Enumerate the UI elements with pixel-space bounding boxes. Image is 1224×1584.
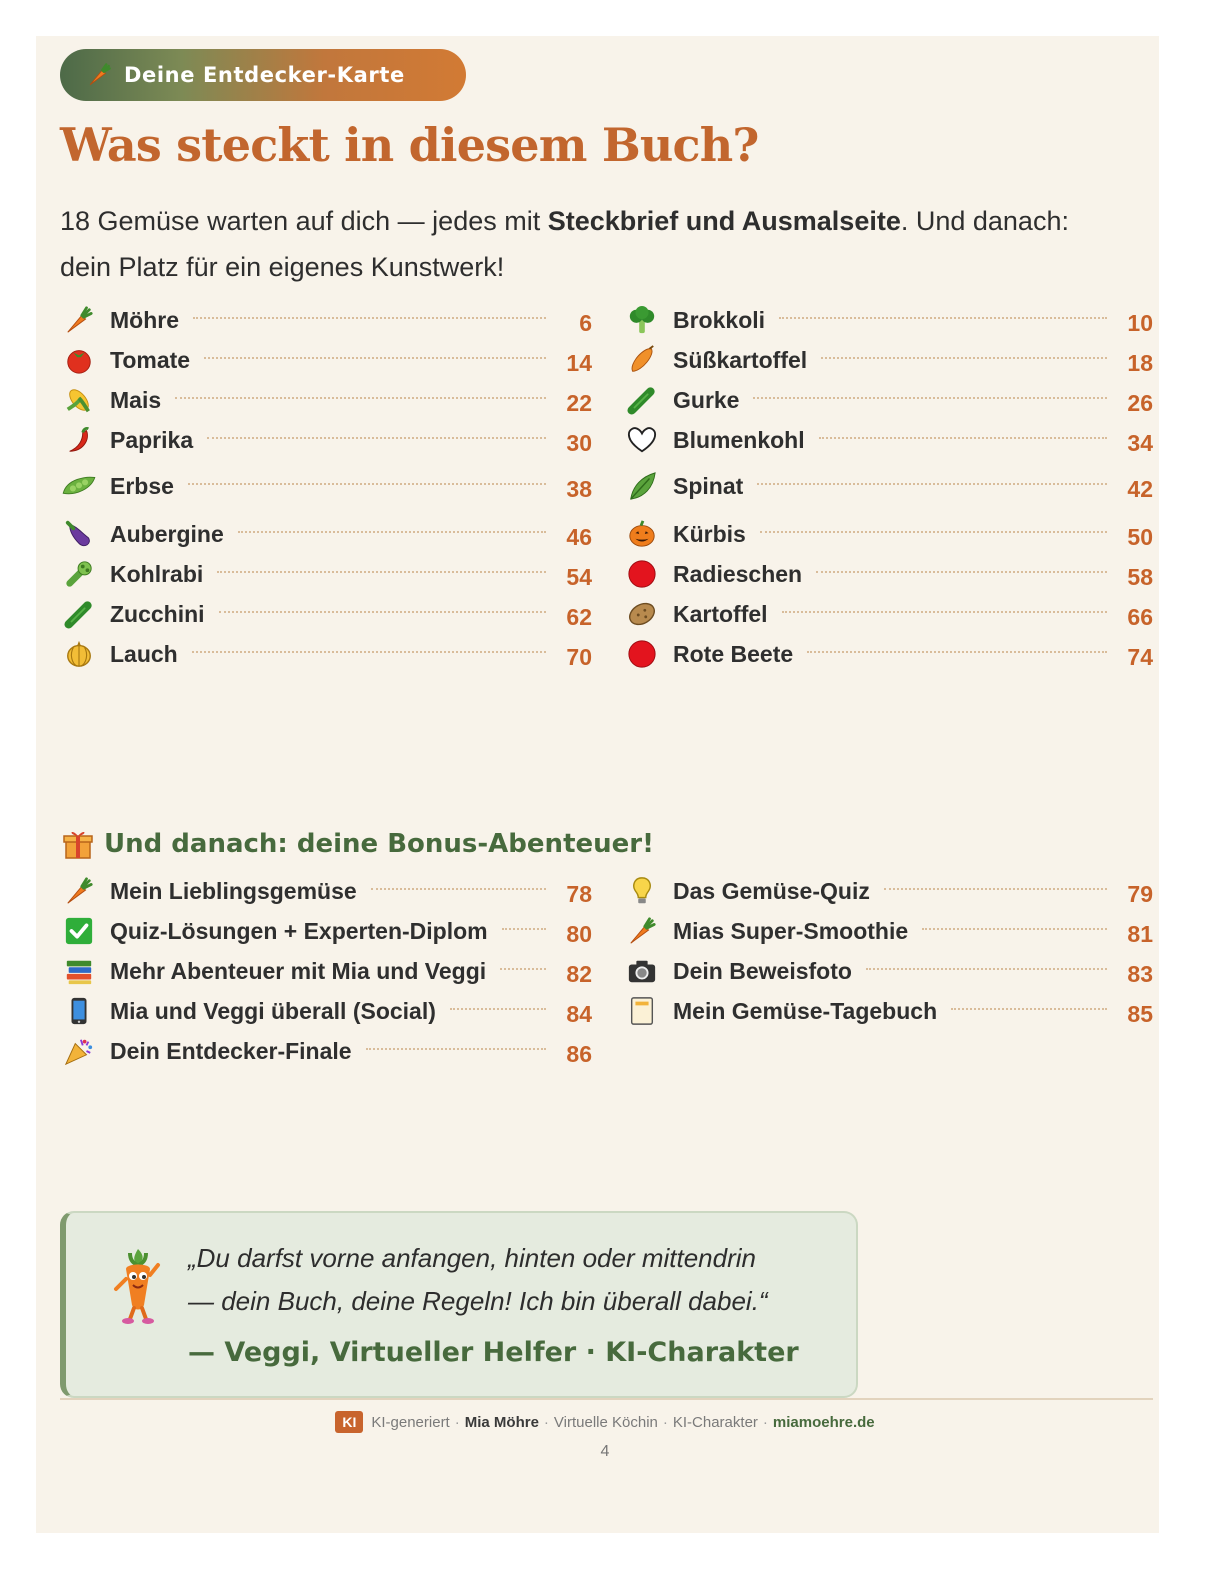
broccoli-icon [625,303,659,337]
toc-entry-page-number: 83 [1127,960,1153,987]
kohlrabi-icon [62,557,96,591]
toc-entry-page-number: 86 [566,1040,592,1067]
toc-entry-page-number: 58 [1127,563,1153,590]
notebook-icon [625,994,659,1028]
toc-entry[interactable] [62,302,592,338]
onion-icon [62,637,96,671]
toc-entry-page-number: 70 [566,643,592,670]
dot-leader [779,317,1107,319]
party-popper-icon [62,1034,96,1068]
chili-pepper-icon [62,423,96,457]
toc-entry[interactable] [625,913,1153,949]
toc-entry-label: Mein Lieblingsgemüse [110,877,357,904]
toc-entry-label: Süßkartoffel [673,346,808,373]
toc-entry-page-number: 26 [1127,389,1153,416]
dot-leader [816,571,1107,573]
toc-entry[interactable] [62,516,592,552]
leaf-icon [625,469,659,503]
tomato-icon [62,343,96,377]
pumpkin-icon [625,517,659,551]
red-circle-icon [625,557,659,591]
toc-entry[interactable] [62,382,592,418]
toc-entry-label: Tomate [110,346,191,373]
dot-leader [192,651,546,653]
footer: KI KI-generiert · Mia Möhre · Virtuelle Köchin · KI-Charakter · miamoehre.de [36,1411,1174,1433]
toc-entry[interactable] [625,596,1153,632]
toc-entry[interactable] [625,422,1153,458]
toc-entry-page-number: 18 [1127,349,1153,376]
toc-entry-page-number: 30 [566,429,592,456]
toc-entry[interactable] [625,636,1153,672]
toc-entry-label: Zucchini [110,600,205,627]
toc-entry-label: Mias Super-Smoothie [673,917,909,944]
toc-entry-page-number: 78 [566,880,592,907]
toc-entry[interactable] [625,993,1153,1029]
toc-entry-label: Mais [110,386,162,413]
sweet-potato-icon [625,343,659,377]
books-icon [62,954,96,988]
dot-leader [238,531,546,533]
footer-name: Mia Möhre [464,1413,539,1431]
toc-entry-label: Möhre [110,306,179,333]
dot-leader [207,437,546,439]
quote-text: „Du darfst vorne anfangen, hinten oder mittendrin — dein Buch, deine Regeln! Ich bin überall dabei.“ [188,1243,768,1316]
toc-entry-label: Mia und Veggi überall (Social) [110,997,436,1024]
dot-leader [188,483,546,485]
toc-entry-label: Kartoffel [673,600,768,627]
toc-entry-label: Gurke [673,386,740,413]
section-badge-label: Deine Entdecker-Karte [124,63,405,87]
dot-leader [502,928,546,930]
toc-entry-label: Mehr Abenteuer mit Mia und Veggi [110,957,487,984]
toc-entry-label: Dein Entdecker-Finale [110,1037,352,1064]
pea-pod-icon [62,469,96,503]
toc-entry[interactable] [625,468,1153,504]
toc-entry-label: Radieschen [673,560,803,587]
eggplant-icon [62,517,96,551]
toc-entry-label: Mein Gemüse-Tagebuch [673,997,938,1024]
toc-entry[interactable] [625,873,1153,909]
toc-entry-label: Kohlrabi [110,560,204,587]
dot-leader [450,1008,546,1010]
dot-leader [819,437,1107,439]
page-number: 4 [600,1443,610,1460]
dot-leader [807,651,1107,653]
intro-paragraph: 18 Gemüse warten auf dich — jedes mit Steckbrief und Ausmalseite. Und danach: dein Platz für ein eigenes Kunstwerk! [60,206,1069,282]
toc-entry[interactable] [62,422,592,458]
toc-entry-label: Brokkoli [673,306,766,333]
corn-icon [62,383,96,417]
toc-entry-page-number: 34 [1127,429,1153,456]
toc-entry-page-number: 42 [1127,475,1153,502]
quote-box [60,1211,858,1398]
toc-entry-label: Rote Beete [673,640,794,667]
toc-entry-page-number: 84 [566,1000,592,1027]
toc-entry-page-number: 22 [566,389,592,416]
dot-leader [866,968,1107,970]
ki-badge: KI [335,1411,363,1433]
toc-entry[interactable] [625,556,1153,592]
toc-entry-label: Kürbis [673,520,746,547]
toc-entry[interactable] [62,953,592,989]
dot-leader [175,397,546,399]
dot-leader [366,1048,546,1050]
dot-leader [219,611,546,613]
toc-entry-page-number: 66 [1127,603,1153,630]
toc-entry[interactable] [625,342,1153,378]
footer-character: KI-Charakter [672,1413,758,1431]
carrot-mascot-icon [108,1245,168,1325]
zucchini-icon [62,597,96,631]
check-box-icon [62,914,96,948]
cucumber-icon [625,383,659,417]
toc-entry-label: Blumenkohl [673,426,805,453]
toc-entry[interactable] [62,342,592,378]
footer-role: Virtuelle Köchin [553,1413,658,1431]
potato-icon [625,597,659,631]
dot-leader [760,531,1107,533]
dot-leader [371,888,546,890]
dot-leader [753,397,1107,399]
dot-leader [500,968,546,970]
toc-entry[interactable] [62,873,592,909]
toc-entry-label: Dein Beweisfoto [673,957,852,984]
red-circle-icon [625,637,659,671]
dot-leader [757,483,1107,485]
bonus-title: Und danach: deine Bonus-Abenteuer! [104,829,654,859]
toc-entry-page-number: 46 [566,523,592,550]
book-page [36,36,1159,1533]
toc-entry[interactable] [625,953,1153,989]
toc-entry[interactable] [62,1033,592,1069]
toc-entry[interactable] [62,556,592,592]
toc-entry-label: Spinat [673,472,744,499]
bonus-heading [62,828,654,860]
footer-divider [60,1398,1153,1400]
toc-entry[interactable] [62,596,592,632]
toc-entry-page-number: 80 [566,920,592,947]
dot-leader [951,1008,1107,1010]
toc-entry-label: Aubergine [110,520,224,547]
toc-entry[interactable] [625,516,1153,552]
toc-entry-page-number: 14 [566,349,592,376]
toc-entry-page-number: 38 [566,475,592,502]
toc-entry[interactable] [62,636,592,672]
section-badge [60,49,466,101]
toc-entry-page-number: 10 [1127,309,1153,336]
toc-entry-label: Erbse [110,472,174,499]
toc-entry-label: Quiz-Lösungen + Experten-Diplom [110,917,488,944]
dot-leader [193,317,546,319]
toc-entry[interactable] [625,302,1153,338]
heart-outline-icon [625,423,659,457]
toc-entry-page-number: 74 [1127,643,1153,670]
dot-leader [884,888,1107,890]
toc-entry[interactable] [62,913,592,949]
toc-entry-page-number: 79 [1127,880,1153,907]
phone-icon [62,994,96,1028]
toc-entry-page-number: 85 [1127,1000,1153,1027]
toc-entry-page-number: 81 [1127,920,1153,947]
toc-entry-page-number: 82 [566,960,592,987]
dot-leader [782,611,1107,613]
toc-entry-label: Paprika [110,426,194,453]
carrot-icon [62,874,96,908]
carrot-icon [625,914,659,948]
toc-entry[interactable] [62,468,592,504]
toc-entry-page-number: 54 [566,563,592,590]
toc-entry-page-number: 6 [579,309,592,336]
dot-leader [204,357,546,359]
carrot-icon [62,303,96,337]
quote-author: — Veggi, Virtueller Helfer · KI-Charakter [188,1337,799,1368]
toc-entry-label: Lauch [110,640,178,667]
toc-entry-page-number: 50 [1127,523,1153,550]
toc-entry[interactable] [625,382,1153,418]
toc-entry-page-number: 62 [566,603,592,630]
footer-website-link[interactable]: miamoehre.de [772,1413,875,1431]
dot-leader [922,928,1107,930]
carrot-icon [86,62,112,88]
toc-entry[interactable] [62,993,592,1029]
dot-leader [217,571,546,573]
toc-entry-label: Das Gemüse-Quiz [673,877,870,904]
camera-icon [625,954,659,988]
page-title: Was steckt in diesem Buch? [60,118,759,172]
dot-leader [821,357,1107,359]
light-bulb-icon [625,874,659,908]
footer-generated: KI-generiert [371,1413,450,1431]
gift-icon [62,828,94,860]
